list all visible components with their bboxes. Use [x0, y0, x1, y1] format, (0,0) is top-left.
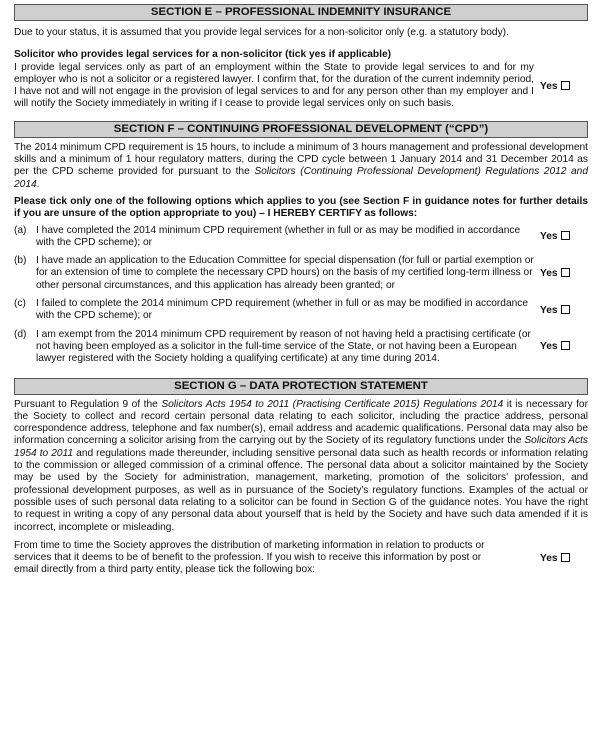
- yes-label: Yes: [540, 80, 558, 92]
- section-f-intro: [14, 142, 588, 191]
- option-text: I failed to complete the 2014 minimum CPD requirement (whether in full or as may be modified in accordance with the CPD scheme); or: [36, 298, 529, 322]
- marketing-consent: [14, 540, 588, 577]
- option-label: (c): [14, 298, 26, 310]
- option-label: (a): [14, 224, 27, 236]
- yes-label: Yes: [540, 552, 558, 564]
- cpd-option-a-yes-checkbox[interactable]: [534, 231, 588, 242]
- option-label: (d): [14, 328, 27, 340]
- section-f-regulations-title: Solicitors (Continuing Professional Development) Regulations 2012 and 2014: [14, 166, 588, 190]
- checkbox-square-icon[interactable]: [561, 553, 570, 562]
- checkbox-square-icon[interactable]: [561, 305, 570, 314]
- section-g-statement: [14, 399, 588, 534]
- statement-text: it is necessary for the Society to collect and record certain personal data relating to each solicitor, including the practice address, personal correspondence address, telephone and fax number(s), email address and academic qualifications. Personal data may also be information concerning a solicitor arising from the carrying out by the Society of its regulatory functions under the: [14, 398, 588, 447]
- regulations-title: Solicitors Acts 1954 to 2011 (Practising Certificate 2015) Regulations 2014: [161, 398, 504, 410]
- option-text: I have made an application to the Education Committee for special dispensation (for full or partial exemption or for an extension of time to complete the necessary CPD hours) on the basis of my certified long-term illness or other personal circumstances, and this application has already been granted; or: [36, 255, 534, 291]
- yes-label: Yes: [540, 231, 558, 243]
- checkbox-square-icon[interactable]: [561, 81, 570, 90]
- form-page: [14, 4, 588, 577]
- section-e-heading: SECTION E – PROFESSIONAL INDEMNITY INSURANCE: [14, 4, 588, 21]
- section-f-instruction: Please tick only one of the following options which applies to you (see Section F in guidance notes for further details if you are unsure of the option appropriate to you) – I HEREBY CERTIFY as follows:: [14, 195, 588, 220]
- section-e-subheading: Solicitor who provides legal services for a non-solicitor (tick yes if applicable): [14, 49, 392, 61]
- section-e-option: [14, 62, 588, 111]
- cpd-option-b-yes-checkbox[interactable]: [534, 268, 588, 279]
- cpd-option-c-yes-checkbox[interactable]: [534, 305, 588, 316]
- checkbox-square-icon[interactable]: [561, 231, 570, 240]
- section-e-body: I provide legal services only as part of an employment within the State to provide legal services to and for my employer who is not a solicitor or a registered lawyer. I confirm that, for the duration of the current indemnity period, I have not and will not engage in the provision of legal services to and for any person other than my employer and I will notify the Society immediately in writing if I cease to provide legal services only on such basis.: [14, 61, 534, 110]
- statement-text: and regulations made thereunder, including sensitive personal data such as health records or information relating to the commission or alleged commission of a criminal offence. The personal data about a solicitor maintained by the Society may be used by the Society for administration, management, marketing, promotion of the solicitors' profession, and professional development purposes, as well as in pursuance of the Society's regulatory functions. Examples of the actual or possible uses of such personal data relating to a solicitor can be found in Section G of the guidance notes. You have the right to request in writing a copy of any personal data about yourself that is held by the Society and have such data amended if it is incorrect, incomplete or misleading.: [14, 447, 588, 533]
- section-e-intro: Due to your status, it is assumed that you provide legal services for a non-solicitor only (e.g. a statutory body).: [14, 27, 509, 38]
- cpd-option-b: [14, 255, 588, 292]
- marketing-yes-checkbox[interactable]: [534, 553, 588, 564]
- section-g-heading: SECTION G – DATA PROTECTION STATEMENT: [14, 378, 588, 395]
- yes-label: Yes: [540, 340, 558, 352]
- option-text: I have completed the 2014 minimum CPD requirement (whether in full or as may be modified in accordance with the CPD scheme); or: [36, 224, 521, 248]
- cpd-option-c: [14, 298, 588, 323]
- statement-text: Pursuant to Regulation 9 of the: [14, 398, 162, 410]
- section-f-intro-text: The 2014 minimum CPD requirement is 15 hours, to include a minimum of 3 hours management and professional development skills and a minimum of 1 hour regulatory matters, during the CPD cycle between 1 January 2014 and 31 December 2014 as per the CPD scheme provided for pursuant to the: [14, 141, 588, 178]
- checkbox-square-icon[interactable]: [561, 341, 570, 350]
- checkbox-square-icon[interactable]: [561, 268, 570, 277]
- section-f-intro-end: .: [36, 178, 40, 190]
- yes-label: Yes: [540, 268, 558, 280]
- cpd-option-d-yes-checkbox[interactable]: [534, 341, 588, 366]
- option-text: I am exempt from the 2014 minimum CPD requirement by reason of not having held a practising certificate (or not having been employed as a solicitor in the full-time service of the State, or not having been a European lawyer registered with the Society holding a qualifying certificate) at any time during 2014.: [36, 328, 531, 365]
- option-label: (b): [14, 255, 27, 267]
- section-e-yes-checkbox[interactable]: [534, 81, 588, 92]
- cpd-option-d: [14, 329, 588, 366]
- yes-label: Yes: [540, 304, 558, 316]
- section-f-heading: SECTION F – CONTINUING PROFESSIONAL DEVELOPMENT (“CPD”): [14, 121, 588, 138]
- marketing-text: From time to time the Society approves the distribution of marketing information in relation to products or services that it deems to be of benefit to the profession. If you wish to receive this information by post or email directly from a third party entity, please tick the following box:: [14, 539, 485, 576]
- acts-title: Solicitors Acts 1954 to 2011: [14, 435, 588, 459]
- cpd-option-a: [14, 225, 588, 250]
